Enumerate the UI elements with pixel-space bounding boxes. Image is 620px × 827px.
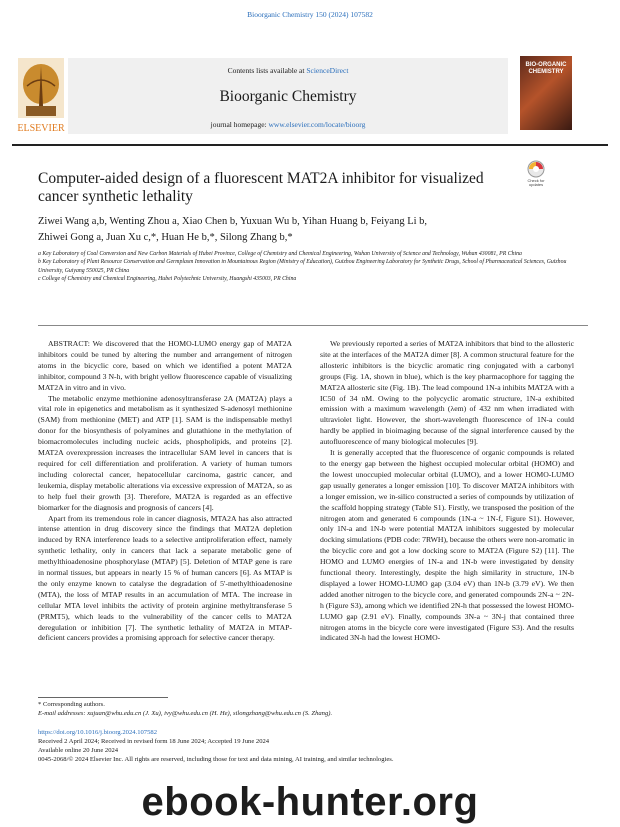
journal-name: Bioorganic Chemistry [219,88,357,105]
body-paragraph: It is generally accepted that the fluorescence of organic compounds is related to the energy gap between the highest occupied molecular orbital (HOMO) and the lowest unoccupied molecular orbital (LUMO), and a lower HOMO-LUMO gap usually generates a longer emission [10]. To discover MAT2A inhibitors with a longer emission, we in-silico constructed a series of compounds by utilization of the scaffold hopping strategy (Table S1). Firstly, we transposed the position of the nitrogen atom and generated 6 compounds (1N-a ~ 1N-f, Figure S1). However, only 1N-a and 1N-b were potential MAT2A inhibitors suggested by molecular docking simulations (PDB code: 7RWH), because the others were non-aromatic in the bicyclic core and got a low docking score to MAT2A (Figure S2) [11]. The HOMO and LUMO energies of 1N-a and 1N-b were investigated by density functional theory. Interestingly, despite the high similarity in structure, 1N-b displayed a lower HOMO-LUMO gap (3.04 eV) than 1N-b (3.79 eV). We then added another nitrogen to the bicycle core, and generated compounds 2N-a ~ 2N-h (Figure S3), among which we identified 2N-h that possessed the lowest HOMO-LUMO gap (2.91 eV). Finally, compounds 3N-a ~ 3N-j that contained three nitrogen atoms in the bicycle core were investigated (Figure S3). And the results indicated 3N-h had the lowest HOMO- [320,448,574,643]
left-text-column [38,339,292,644]
affiliation-a: a Key Laboratory of Coal Conversion and New Carbon Materials of Hubei Province, College of Chemistry and Chemical Engineering, Wuhan University of Science and Technology, Wuhan 430081, PR China [38,251,522,257]
authors-line-1: Ziwei Wang a,b, Wenting Zhou a, Xiao Chen b, Yuxuan Wu b, Yihan Huang b, Feiyang Li b, [38,216,428,227]
footnote-divider [38,697,168,698]
publisher-name: ELSEVIER [17,123,65,134]
body-paragraph: We previously reported a series of MAT2A inhibitors that bind to the allosteric site at the interfaces of the MAT2A dimer [8]. A common structural feature for the allosteric inhibitors is the bicyclic aromatic ring conjugated with a carbonyl groups (Fig. 1A, shown in blue), which is the key pharmacophore for tagging the MAT2A allosteric site (Fig. 1B). The lead compound 1N-a inhibits MAT2A with a IC50 of 34 nM. Owing to the polycyclic aromatic structure, 1N-a exhibited emission with a maximum wavelength (λem) of 432 nm when irradiated with ultraviolet light. However, the short-wavelength fluorescence of 1N-a could hardly be applied in bioimaging because of the signal interference caused by the autofluorescence of many biological molecules [9]. [320,339,574,447]
elsevier-logo [12,56,70,138]
journal-cover-image [520,56,572,130]
authors-line-2: Zhiwei Gong a, Juan Xu c,*, Huan He b,*, Silong Zhang b,* [38,232,293,243]
author-list [38,214,578,246]
corresponding-authors-note: * Corresponding authors. [38,701,105,708]
doi-link[interactable]: https://doi.org/10.1016/j.bioorg.2024.107582 [38,729,157,736]
article-metadata [38,728,588,764]
right-text-column [320,339,574,644]
affiliations [38,250,588,284]
homepage-prefix: journal homepage: [210,120,269,129]
affiliation-b: b Key Laboratory of Plant Resource Conservation and Germplasm Innovation in Mountainous Region (Ministry of Education), Guizhou Engineering Laboratory for Synthetic Drugs, School of Pharmaceutical Sciences, Guizhou University, Guiyang 550025, PR China [38,259,567,274]
received-dates: Received 2 April 2024; Received in revised form 18 June 2024; Accepted 19 June 2024 [38,738,270,745]
footnotes [38,700,588,718]
abstract-paragraph: ABSTRACT: We discovered that the HOMO-LUMO energy gap of MAT2A inhibitors could be tuned by altering the number and arrangement of nitrogen atoms in the bicyclic core, based on which we identified a potent MAT2A inhibitor, compound 3 N-h, with bright yellow fluorescence capable of visualizing MAT2A in vitro and in vivo. [38,339,292,392]
header-divider [12,144,608,146]
affiliations-divider [38,325,588,326]
affiliation-c: c College of Chemistry and Chemical Engineering, Hubei Polytechnic University, Huangshi 435003, PR China [38,276,297,283]
homepage-link[interactable]: www.elsevier.com/locate/bioorg [268,120,366,129]
sciencedirect-link[interactable]: ScienceDirect [306,66,349,75]
check-for-updates-badge[interactable] [520,158,552,188]
homepage-line [68,120,508,129]
article-title: Computer-aided design of a fluorescent MAT2A inhibitor for visualized cancer synthetic lethality [38,170,484,205]
watermark-text: ebook-hunter.org [141,780,479,824]
body-paragraph: The metabolic enzyme methionine adenosyltransferase 2A (MAT2A) plays a vital role in epigenetics and metabolism as it synthesized S-adenosyl methionine (SAM) from methionine (MET) and ATP [1]. SAM is the indispensable methyl donor for the biosynthesis of polyamines and glutathione in the methylation of biomacromolecules including nucleic acids, phospholipids, and proteins [2]. MAT2A overexpression increases the intracellular SAM level in cancers that is required for cell differentiation and proliferation. A variety of human tumors including colorectal cancer, hepatocellular carcinoma, gastric cancer, and leukemia, display metabolic alterations via excessive expression of MAT2A, so as to help fuel their growth [3]. Therefore, MAT2A is regarded as an effective biomarker for the diagnosis and prognosis of cancers [4]. [38,393,292,512]
contents-prefix: Contents lists available at [227,66,307,75]
body-paragraph: Apart from its tremendous role in cancer diagnosis, MTA2A has also attracted intense attention in drug discovery since the findings that MAT2A depletion induced by RNA interference leads to a selective antiproliferation effect, namely synthetic lethality, only in cancers that lack a separate metabolic gene of methylthioadenosine phosphorylase (MTAP) [5]. Deletion of MTAP gene is rare in normal tissues, but appears in nearly 15 % of human cancers [6]. As MTAP is the only enzyme known to catalyse the degradation of 5'-methylthioadenosine (MTA), the loss of MTAP results in an accumulation of MTA. The increase in cellular MTA level inhibits the activity of protein arginine methyltransferase 5 (PRMT5), which leads to the vulnerability of the cancer cells to MAT2A deregulation or inhibition [7]. The synthetic lethality of MAT2A in MTAP-deficient cancers provides a promising approach for selective cancer therapy. [38,513,292,643]
copyright-line: 0045-2068/© 2024 Elsevier Inc. All rights are reserved, including those for text and data mining, AI training, and similar technologies. [38,756,394,763]
email-addresses: E-mail addresses: xujuan@whu.edu.cn (J. Xu), ivy@whu.edu.cn (H. He), silongzhang@whu.edu.cn (S. Zhang). [38,710,333,717]
journal-reference[interactable]: Bioorganic Chemistry 150 (2024) 107582 [247,10,373,19]
contents-line [68,66,508,75]
cover-title: BIO-ORGANIC CHEMISTRY [525,62,567,75]
check-for-updates-label: Check for updates [527,178,545,187]
available-online: Available online 20 June 2024 [38,747,119,754]
